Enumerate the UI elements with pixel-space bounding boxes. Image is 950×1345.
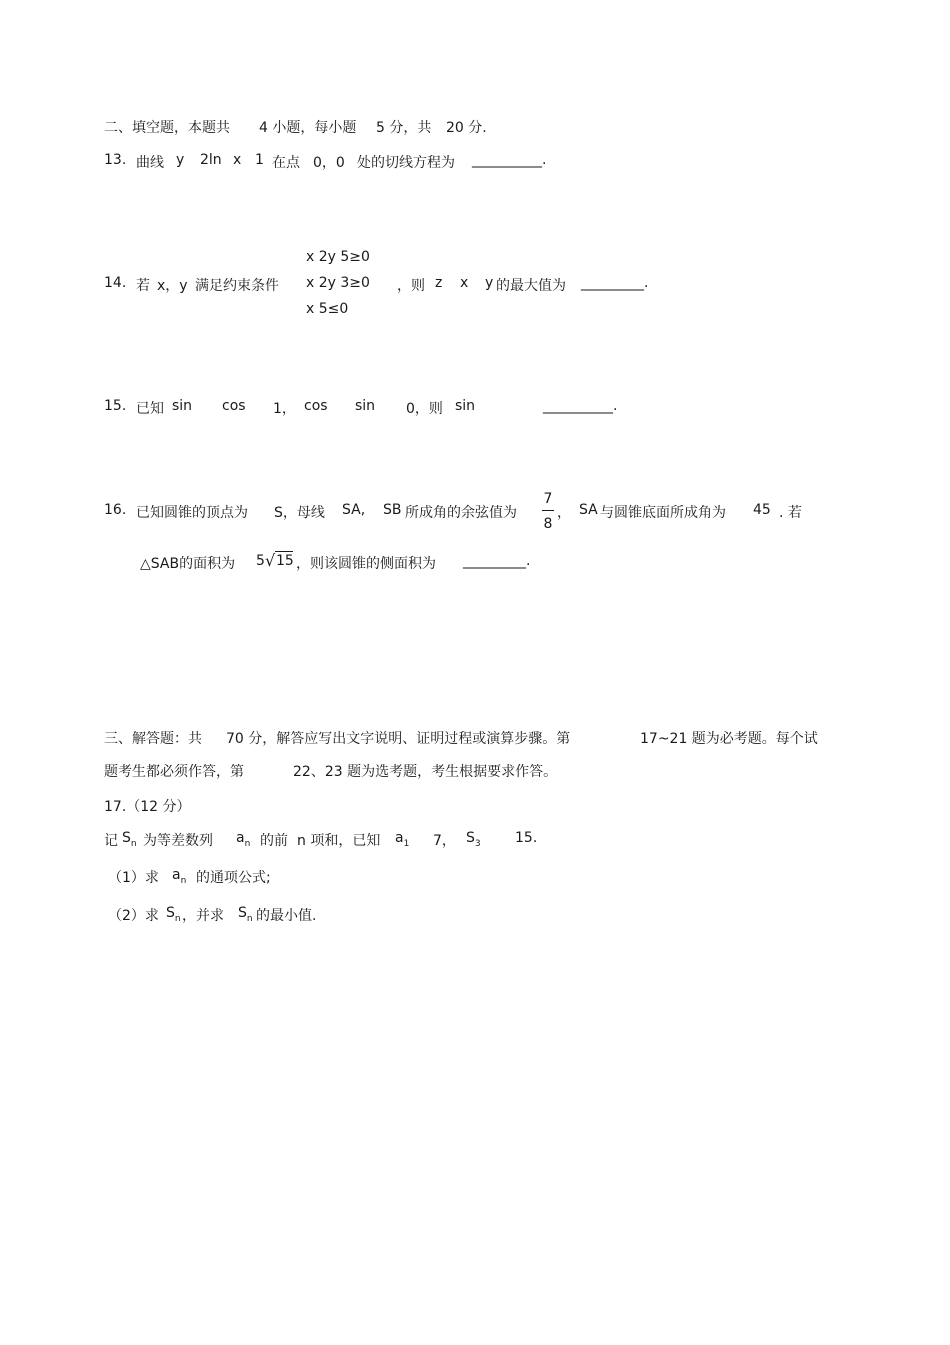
q17-text3: 的前 xyxy=(260,833,288,849)
section3-line1c: 17~21 题为必考题。每个试 xyxy=(640,731,818,747)
q17-an: $a_n$ xyxy=(236,830,251,849)
q17-part2-Sn: $S_n$ xyxy=(166,905,181,924)
q14-constraint-2: x 2y 3≥0 xyxy=(306,275,370,291)
q17-part2-Sn2: $S_n$ xyxy=(238,905,253,924)
section3-line2a: 题考生都必须作答，第 xyxy=(104,764,244,780)
q16-SA: SA, xyxy=(342,502,366,518)
q16-SB: SB xyxy=(383,502,402,518)
q17-part1-label: （1）求 xyxy=(108,870,159,886)
q17-number: 17.（12 分） xyxy=(104,799,191,815)
section2-total: 20 分. xyxy=(446,120,487,136)
q14-zx: x xyxy=(460,275,469,291)
q16-S: S，母线 xyxy=(274,505,325,521)
q16-text6: ，则该圆锥的侧面积为 xyxy=(296,556,436,572)
section3-line1b: 70 分，解答应写出文字说明、证明过程或演算步骤。第 xyxy=(226,731,571,747)
q13-func: 2ln xyxy=(200,152,222,168)
section3-line1a: 三、解答题：共 xyxy=(104,731,202,747)
q16-text4: . 若 xyxy=(779,505,802,521)
q13-text2: 在点 xyxy=(272,155,300,171)
q17-Sn: $S_n$ xyxy=(122,830,137,849)
q14-z: z xyxy=(435,275,443,291)
q14-text4: 的最大值为 xyxy=(496,278,566,294)
q15-sin2: sin xyxy=(355,398,376,414)
q17-part1-an: $a_n$ xyxy=(172,867,187,886)
q17-part1-text: 的通项公式; xyxy=(196,870,271,886)
section2-count: 4 小题，每小题 xyxy=(259,120,357,136)
q16-number: 16. xyxy=(104,502,127,518)
section2-score: 5 分，共 xyxy=(376,120,432,136)
q14-constraint-1: x 2y 5≥0 xyxy=(306,249,370,265)
q15-number: 15. xyxy=(104,398,127,414)
q17-a1: $a_1$ xyxy=(395,830,410,849)
q13-point: 0，0 xyxy=(313,155,345,171)
q14-text2: 满足约束条件 xyxy=(195,278,279,294)
q16-fraction-bar xyxy=(542,510,554,511)
sqrt-icon: √ xyxy=(265,551,276,570)
q14-answer-blank[interactable]: _________. xyxy=(581,275,649,291)
q17-part2-text: 的最小值. xyxy=(256,908,317,924)
q17-text2: 为等差数列 xyxy=(143,833,213,849)
q16-text3: 与圆锥底面所成角为 xyxy=(600,505,726,521)
q16-comma: ， xyxy=(557,505,571,521)
q17-S3: $S_3$ xyxy=(466,830,481,849)
q17-val1: 7， xyxy=(433,833,456,849)
q17-text4: n 项和，已知 xyxy=(297,833,381,849)
q15-sin1: sin xyxy=(172,398,193,414)
q16-answer-blank[interactable]: _________. xyxy=(463,553,531,569)
q16-text2: 所成角的余弦值为 xyxy=(405,505,517,521)
q17-part2-label: （2）求 xyxy=(108,908,159,924)
section3-line2b: 22、23 题为选考题，考生根据要求作答。 xyxy=(293,764,558,780)
q15-cos2: cos xyxy=(304,398,328,414)
q13-answer-blank[interactable]: __________. xyxy=(472,152,547,168)
q13-text3: 处的切线方程为 xyxy=(357,155,455,171)
q14-text3: ，则 xyxy=(397,278,425,294)
q15-val2: 0，则 xyxy=(406,401,443,417)
q16-coef: 5 xyxy=(256,553,265,569)
q17-text1: 记 xyxy=(104,833,118,849)
q14-number: 14. xyxy=(104,275,127,291)
q16-SA2: SA xyxy=(579,502,598,518)
q13-x: x xyxy=(233,152,242,168)
q17-part2-mid: ，并求 xyxy=(182,908,224,924)
q13-y: y xyxy=(176,152,185,168)
section2-heading-text: 二、填空题，本题共 xyxy=(104,120,230,136)
q14-zy: y xyxy=(485,275,494,291)
q17-val2: 15. xyxy=(515,830,538,846)
q15-answer-blank[interactable]: __________. xyxy=(543,398,618,414)
q16-fraction-denominator: 8 xyxy=(543,516,553,532)
sqrt-bar xyxy=(275,551,293,552)
q16-fraction-numerator: 7 xyxy=(543,491,553,507)
q13-text1: 曲线 xyxy=(136,155,164,171)
q16-text5: △SAB的面积为 xyxy=(140,556,236,572)
q13-number: 13. xyxy=(104,152,127,168)
q15-cos1: cos xyxy=(222,398,246,414)
q16-angle: 45 xyxy=(753,502,771,518)
q14-vars: x，y xyxy=(157,278,188,294)
q15-val1: 1， xyxy=(273,401,296,417)
q16-text1: 已知圆锥的顶点为 xyxy=(136,505,248,521)
q15-text1: 已知 xyxy=(136,401,164,417)
q16-radicand: 15 xyxy=(276,553,294,569)
q15-sin3: sin xyxy=(455,398,476,414)
q14-text1: 若 xyxy=(136,278,150,294)
q14-constraint-3: x 5≤0 xyxy=(306,301,349,317)
q13-one: 1 xyxy=(255,152,264,168)
